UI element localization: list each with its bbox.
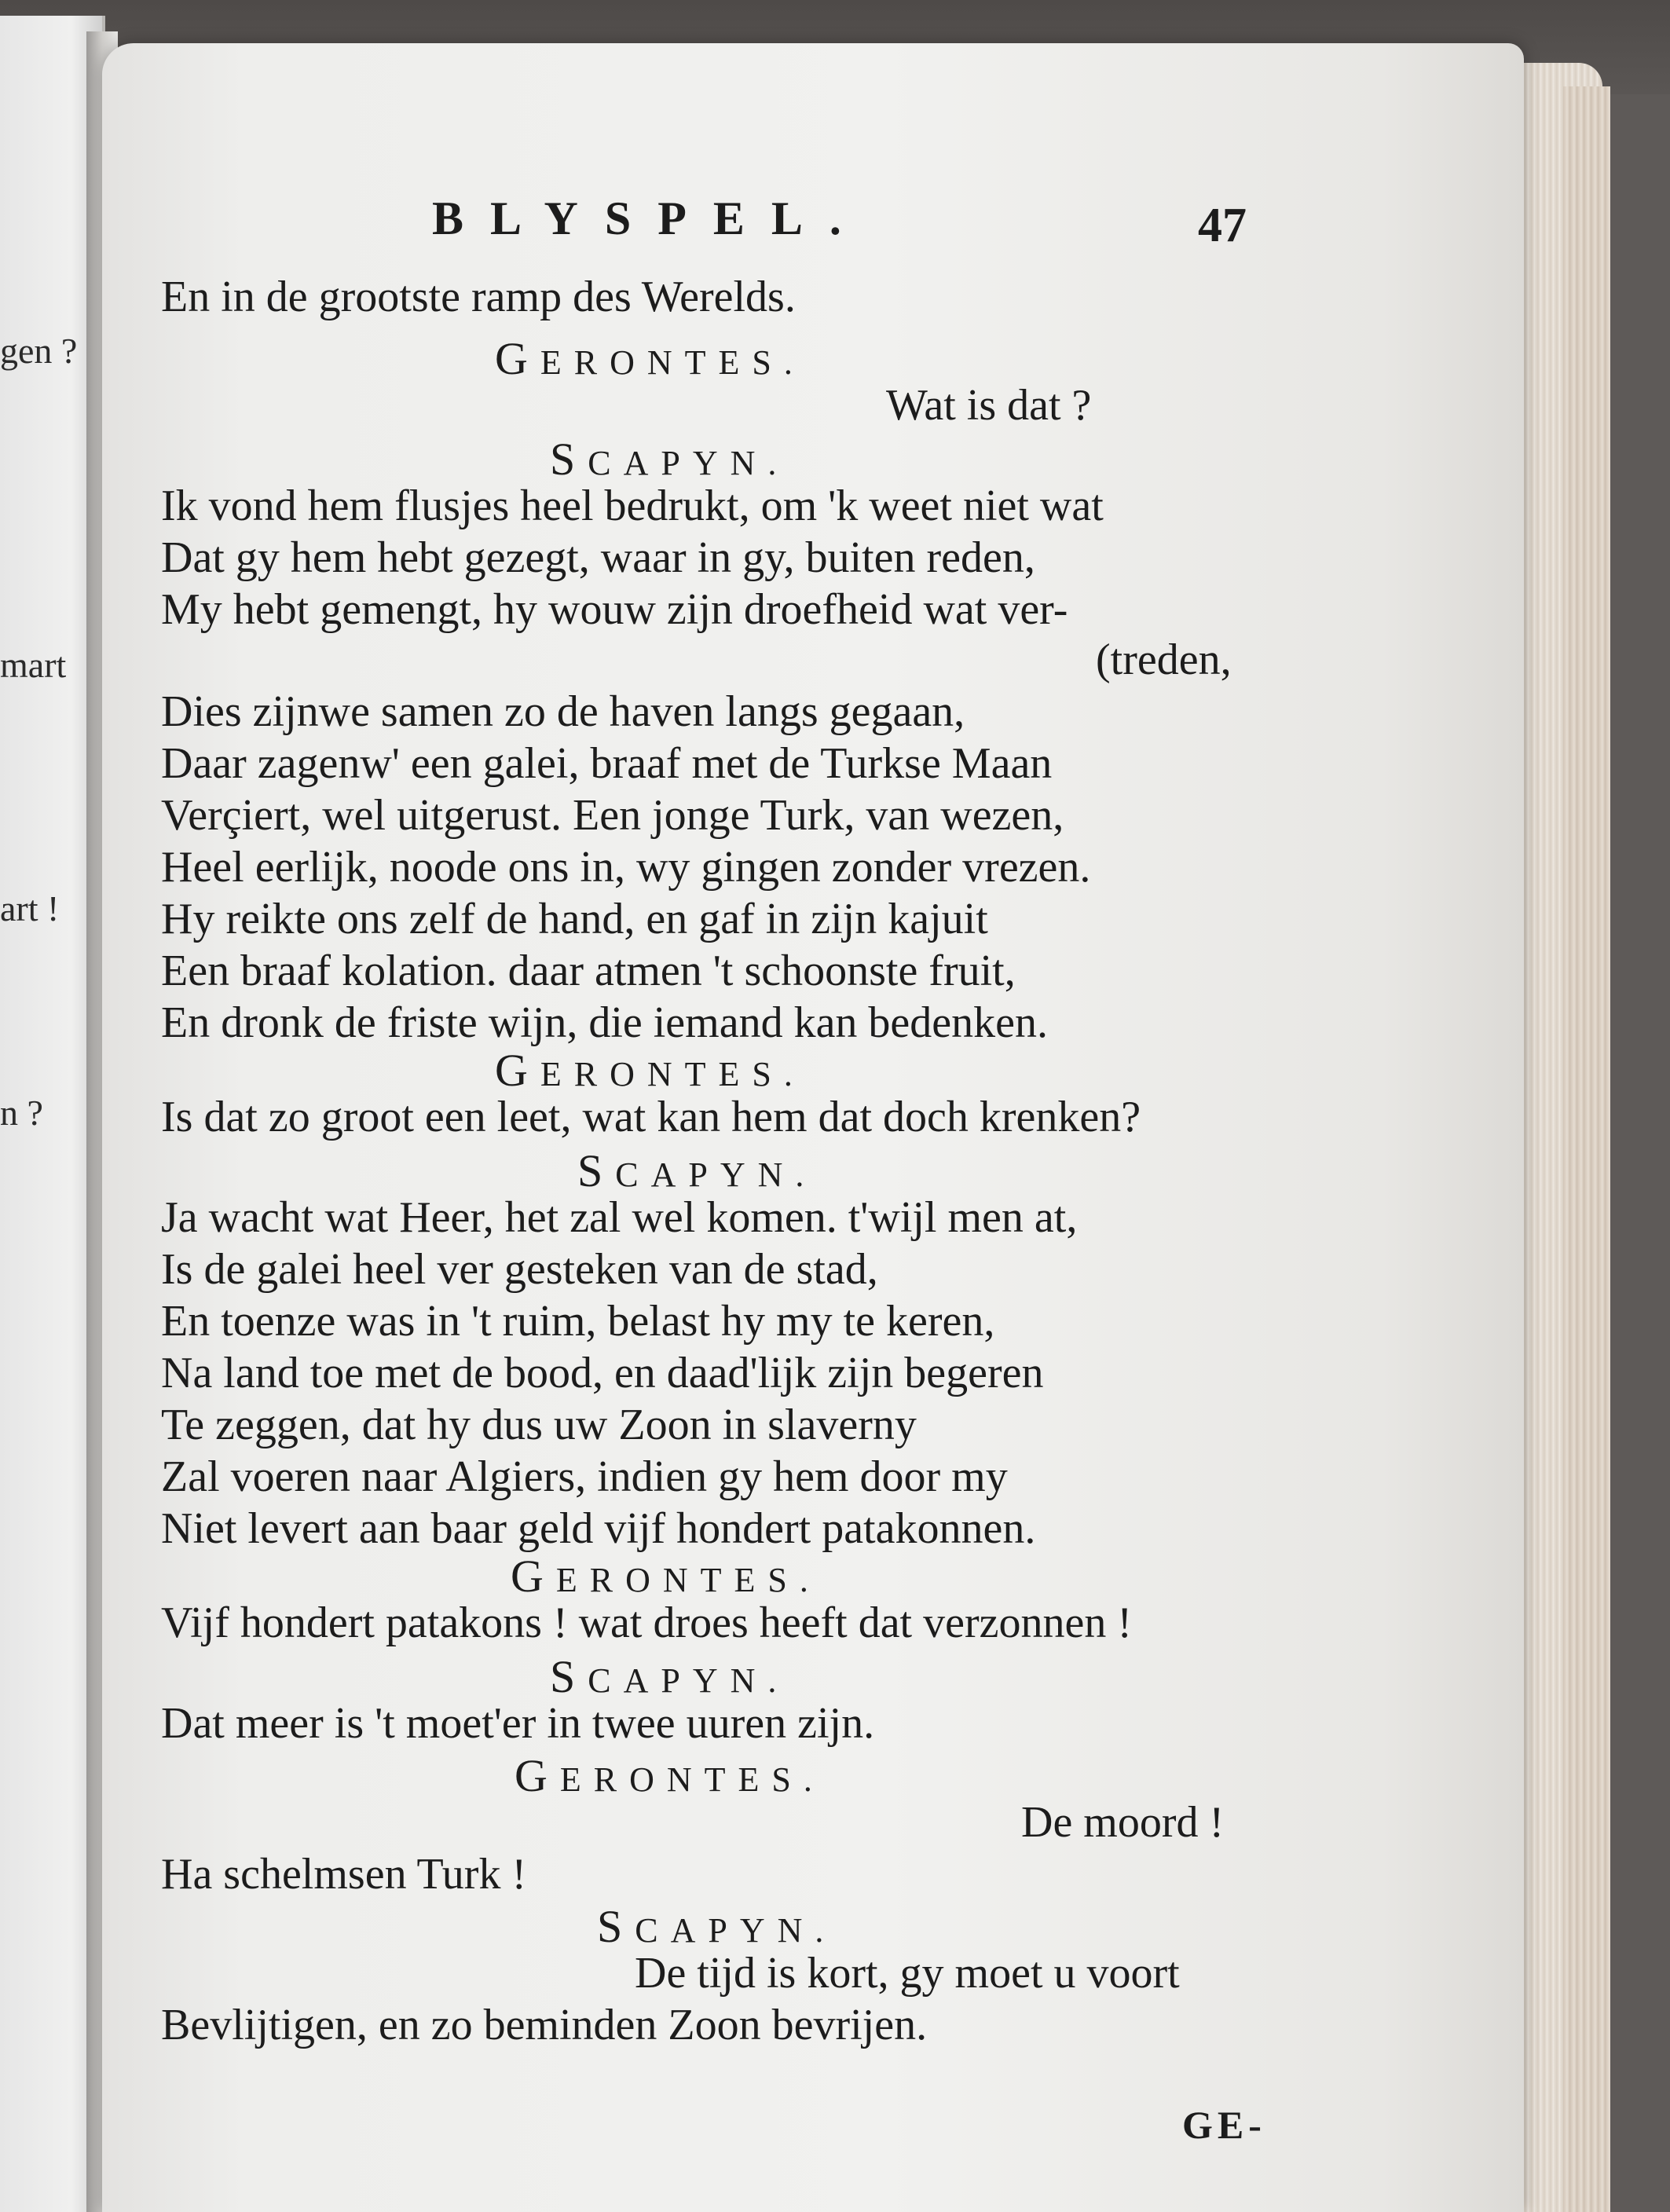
speaker-name: GERONTES. — [495, 333, 805, 384]
verse-line: Vijf hondert patakons ! wat droes heeft dat verzonnen ! — [161, 1599, 1132, 1647]
left-page-fragment: art ! — [0, 888, 60, 928]
verse-line: Heel eerlijk, noode ons in, wy gingen zonder vrezen. — [161, 843, 1091, 892]
verse-line: Daar zagenw' een galei, braaf met de Turkse Maan — [161, 739, 1053, 788]
speaker-name: GERONTES. — [511, 1551, 821, 1602]
verse-line: Bevlijtigen, en zo beminden Zoon bevrijen. — [161, 2001, 928, 2049]
speaker-name: SCAPYN. — [550, 1651, 789, 1702]
page-edges-inner — [1563, 86, 1610, 2212]
verse-line: Is de galei heel ver gesteken van de stad, — [161, 1245, 878, 1294]
verse-line: Dat meer is 't moet'er in twee uuren zijn. — [161, 1699, 875, 1748]
verse-line: En in de grootste ramp des Werelds. — [161, 273, 796, 321]
speaker-name: SCAPYN. — [597, 1901, 837, 1952]
verse-line: Wat is dat ? — [886, 381, 1092, 430]
verse-line: Dies zijnwe samen zo de haven langs gegaan, — [161, 687, 965, 736]
left-page-fragment: n ? — [0, 1093, 43, 1133]
verse-line: De moord ! — [1021, 1798, 1225, 1847]
verse-line: Dat gy hem hebt gezegt, waar in gy, buiten reden, — [161, 533, 1035, 582]
verse-line: Zal voeren naar Algiers, indien gy hem door my — [161, 1452, 1008, 1501]
running-title: BLYSPEL. — [432, 192, 868, 244]
verse-line: En toenze was in 't ruim, belast hy my te keren, — [161, 1297, 995, 1346]
left-page-fragment: mart — [0, 645, 67, 685]
verse-line: En dronk de friste wijn, die iemand kan bedenken. — [161, 998, 1048, 1047]
verse-line: Verçiert, wel uitgerust. Een jonge Turk, van wezen, — [161, 791, 1064, 840]
verse-line: Ja wacht wat Heer, het zal wel komen. t'wijl men at, — [161, 1193, 1078, 1242]
speaker-name: GERONTES. — [495, 1045, 805, 1096]
verse-line: Een braaf kolation. daar atmen 't schoonste fruit, — [161, 947, 1016, 995]
verse-line: Hy reikte ons zelf de hand, en gaf in zijn kajuit — [161, 895, 988, 943]
verse-line: Is dat zo groot een leet, wat kan hem dat doch krenken? — [161, 1093, 1141, 1141]
page-number: 47 — [1198, 199, 1247, 252]
verse-line: Na land toe met de bood, en daad'lijk zijn begeren — [161, 1349, 1044, 1397]
speaker-name: GERONTES. — [515, 1750, 825, 1801]
verse-line: De tijd is kort, gy moet u voort — [635, 1949, 1180, 1998]
verse-line: Ha schelmsen Turk ! — [161, 1850, 527, 1899]
speaker-name: SCAPYN. — [577, 1145, 817, 1196]
verse-line: Ik vond hem flusjes heel bedrukt, om 'k weet niet wat — [161, 482, 1104, 530]
left-page-fragment: gen ? — [0, 331, 78, 371]
verse-line: (treden, — [1096, 635, 1232, 684]
verse-line: Te zeggen, dat hy dus uw Zoon in slaverny — [161, 1401, 917, 1449]
catchword: GE- — [1182, 2103, 1266, 2147]
verse-line: Niet levert aan baar geld vijf hondert patakonnen. — [161, 1504, 1036, 1553]
verse-line: My hebt gemengt, hy wouw zijn droefheid wat ver- — [161, 585, 1068, 634]
speaker-name: SCAPYN. — [550, 434, 789, 485]
